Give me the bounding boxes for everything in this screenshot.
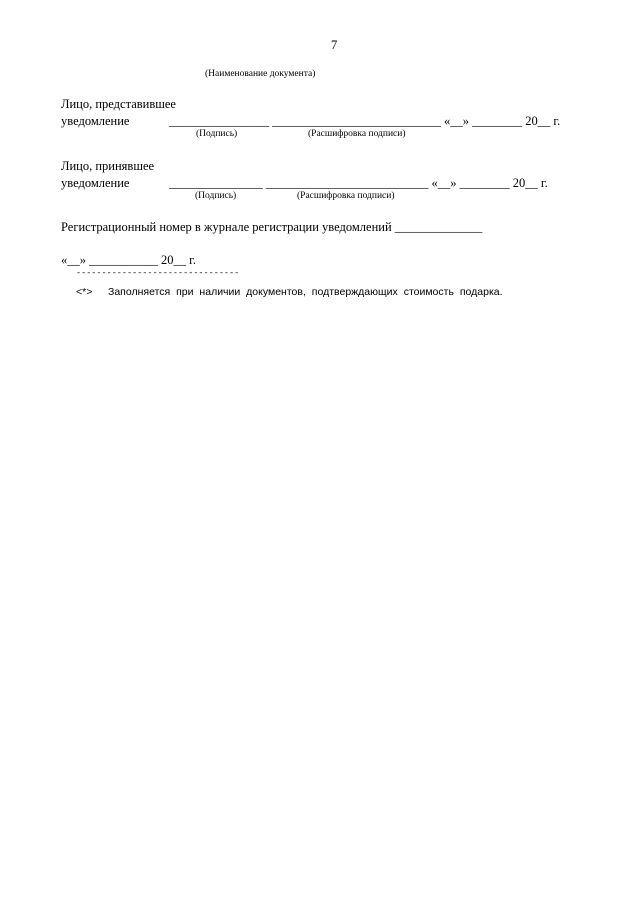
footnote-marker: <*> — [76, 286, 93, 298]
accepted-label-line2: уведомление — [61, 176, 130, 190]
document-name-caption: (Наименование документа) — [205, 69, 316, 79]
presented-label-line1: Лицо, представившее — [61, 97, 176, 111]
page-number: 7 — [331, 38, 338, 52]
presented-decoding-caption: (Расшифровка подписи) — [308, 129, 406, 139]
registration-number-text: Регистрационный номер в журнале регистрации уведомлений ______________ — [61, 220, 483, 234]
presented-signature-line: ________________ ___________________________ «__» ________ 20__ г. — [169, 114, 561, 128]
accepted-decoding-caption: (Расшифровка подписи) — [297, 191, 395, 201]
presented-signature-caption: (Подпись) — [196, 129, 238, 139]
registration-date: «__» ___________ 20__ г. — [61, 253, 196, 267]
accepted-signature-line: _______________ __________________________ «__» ________ 20__ г. — [169, 176, 548, 190]
presented-label-line2: уведомление — [61, 114, 130, 128]
accepted-label-line1: Лицо, принявшее — [61, 159, 155, 173]
accepted-signature-caption: (Подпись) — [195, 191, 237, 201]
footnote-separator: -------------------------------- — [76, 268, 240, 278]
footnote-text: Заполняется при наличии документов, подтверждающих стоимость подарка. — [108, 286, 503, 298]
